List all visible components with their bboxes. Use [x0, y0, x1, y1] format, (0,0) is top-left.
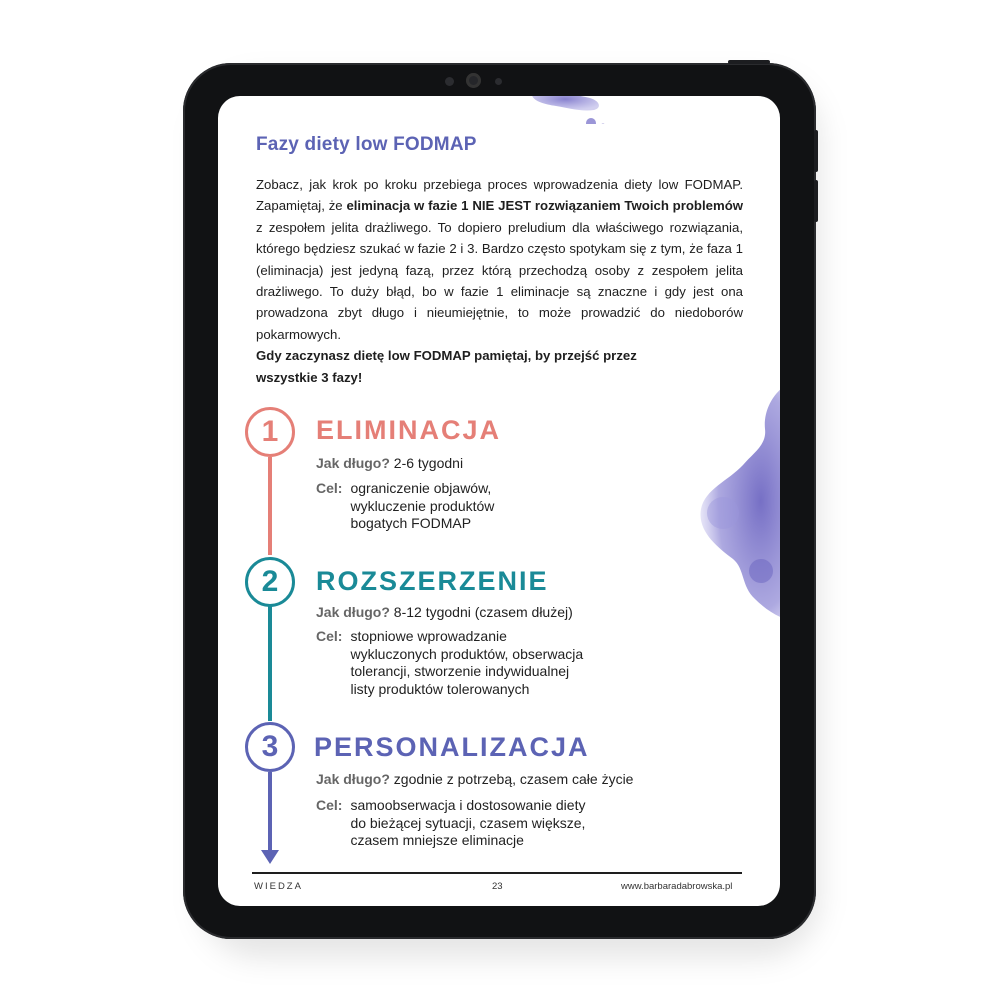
- timeline-line-3: [268, 772, 272, 854]
- camera-light-icon: [495, 78, 502, 85]
- tablet-volume-down-button[interactable]: [814, 180, 818, 222]
- watercolor-splash-right: [683, 381, 780, 626]
- phase-3-duration: [316, 771, 633, 789]
- phase-1-number: 1: [245, 407, 295, 457]
- intro-text-2: z zespołem jelita drażliwego. To dopiero preludium dla właściwego rozwiązania, którego będziesz szukać w fazie 2 i 3. Bardzo często spotykam się z tym, że faza 1 (eliminacja) jest jedyną fazą, przez którą przechodzą osoby z zespołem jelita drażliwego. To duży błąd, bo w fazie 1 eliminacje są znaczne i gdy jest ona prowadzona zbyt długo i nieumiejętnie, to może prowadzić do niedoborów pokarmowych.: [256, 219, 743, 342]
- phase-1-name: ELIMINACJA: [316, 415, 502, 445]
- footer-divider: [252, 872, 742, 874]
- ebook-page: [218, 96, 780, 906]
- phase-3-duration-label: Jak długo?: [316, 771, 390, 787]
- intro-bold-1: eliminacja w fazie 1 NIE JEST rozwiązaniem Twoich problemów: [346, 198, 744, 214]
- timeline-line-2: [268, 605, 272, 721]
- watercolor-splash-top: [528, 96, 618, 124]
- page-title: Fazy diety low FODMAP: [256, 134, 477, 155]
- phase-2-goal: [316, 628, 640, 698]
- phase-1-goal-label: Cel:: [316, 480, 343, 496]
- phase-3-goal: [316, 797, 640, 850]
- phase-3-goal-label: Cel:: [316, 797, 343, 813]
- phase-2-duration-label: Jak długo?: [316, 604, 390, 620]
- phase-2-name: ROZSZERZENIE: [316, 566, 549, 596]
- phase-3-number: 3: [245, 722, 295, 772]
- phase-1-duration-label: Jak długo?: [316, 455, 390, 471]
- timeline-arrow-down-icon: [261, 850, 279, 864]
- phase-2-duration-value: 8-12 tygodni (czasem dłużej): [393, 604, 573, 620]
- camera-lens-icon: [466, 73, 481, 88]
- footer-section: WIEDZA: [254, 881, 303, 892]
- tablet-top-button[interactable]: [728, 60, 770, 64]
- phase-2-number: 2: [245, 557, 295, 607]
- intro-bold-2: Gdy zaczynasz dietę low FODMAP pamiętaj, by przejść przez wszystkie 3 fazy!: [256, 348, 637, 385]
- phase-3-duration-value: zgodnie z potrzebą, czasem całe życie: [393, 771, 634, 787]
- tablet-volume-up-button[interactable]: [814, 130, 818, 172]
- phase-3-goal-value: samoobserwacja i dostosowanie diety do bieżącej sytuacji, czasem większe, czasem mniejsze eliminacje: [350, 797, 586, 848]
- footer-website-link[interactable]: www.barbaradabrowska.pl: [621, 881, 733, 892]
- phase-2-goal-label: Cel:: [316, 628, 343, 644]
- camera-sensor-icon: [445, 77, 454, 86]
- phase-1-goal-value: ograniczenie objawów, wykluczenie produktów bogatych FODMAP: [350, 480, 495, 531]
- phase-1-duration: [316, 455, 463, 473]
- intro-text-1: Zobacz, jak krok po kroku przebiega proces wprowadzenia diety low FODMAP. Zapamiętaj, że: [256, 177, 743, 214]
- footer-page-number: 23: [492, 881, 503, 892]
- phase-2-duration: [316, 604, 573, 622]
- intro-paragraph: [256, 174, 743, 388]
- phase-1-goal: [316, 480, 640, 533]
- phase-2-goal-value: stopniowe wprowadzanie wykluczonych produktów, obserwacja tolerancji, stworzenie indywidualnej listy produktów tolerowanych: [350, 628, 584, 697]
- timeline-line-1: [268, 457, 272, 555]
- phase-1-duration-value: 2-6 tygodni: [393, 455, 464, 471]
- phase-3-name: PERSONALIZACJA: [314, 732, 590, 762]
